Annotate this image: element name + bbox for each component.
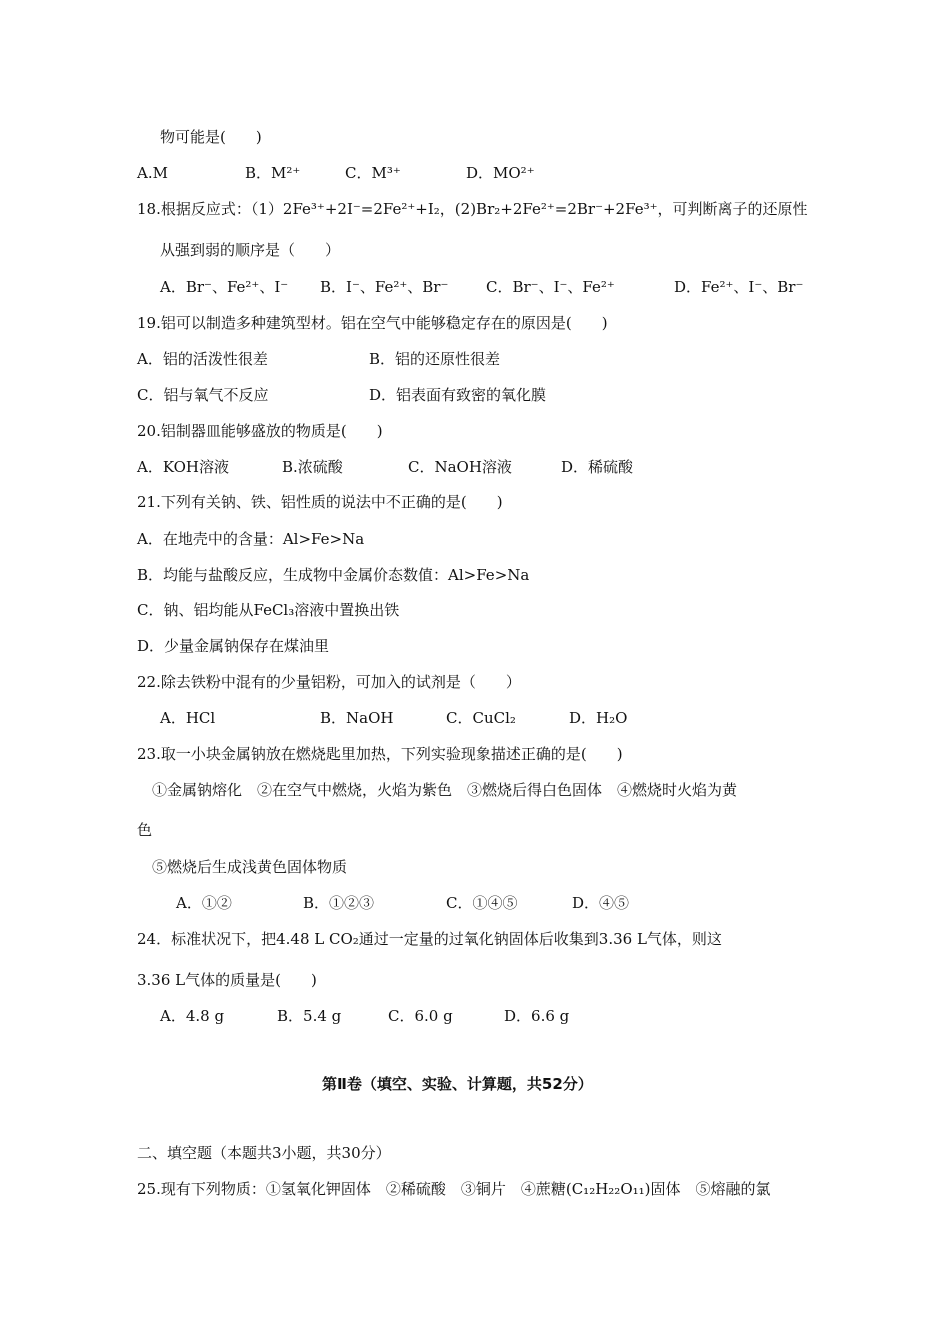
q24-option-d: D．6.6 g [504,1007,570,1025]
q22-option-b: B．NaOH [320,709,394,727]
q21-option-a: A．在地壳中的含量：Al>Fe>Na [137,530,365,548]
q24-stem-cont: 3.36 L气体的质量是( ) [137,971,317,989]
q23-option-a: A．①② [176,894,232,912]
q18-option-d: D．Fe²⁺、I⁻、Br⁻ [674,278,804,296]
q24-option-a: A．4.8 g [160,1007,225,1025]
q17-stem-tail: 物可能是( ) [160,128,262,146]
q19-stem: 19.铝可以制造多种建筑型材。铝在空气中能够稳定存在的原因是( ) [137,314,608,332]
q22-option-d: D．H₂O [569,709,628,727]
q20-option-b: B.浓硫酸 [282,458,343,476]
q18-stem-cont: 从强到弱的顺序是（ ） [160,241,341,259]
q20-stem: 20.铝制器皿能够盛放的物质是( ) [137,422,383,440]
q19-option-b: B．铝的还原性很差 [369,350,501,368]
q17-option-b: B．M²⁺ [245,164,301,182]
q24-option-c: C．6.0 g [388,1007,453,1025]
q18-option-b: B．I⁻、Fe²⁺、Br⁻ [320,278,449,296]
q19-option-a: A．铝的活泼性很差 [137,350,268,368]
q23-statements-cont: 色 [137,821,153,839]
q23-statement-5: ⑤燃烧后生成浅黄色固体物质 [152,858,348,876]
q17-option-d: D．MO²⁺ [466,164,535,182]
q21-stem: 21.下列有关钠、铁、铝性质的说法中不正确的是( ) [137,493,503,511]
q22-stem: 22.除去铁粉中混有的少量铝粉，可加入的试剂是（ ） [137,673,521,691]
q20-option-d: D．稀硫酸 [561,458,634,476]
q24-option-b: B．5.4 g [277,1007,342,1025]
q17-option-c: C．M³⁺ [345,164,401,182]
q21-option-b: B．均能与盐酸反应，生成物中金属价态数值：Al>Fe>Na [137,566,530,584]
q18-stem: 18.根据反应式：（1）2Fe³⁺+2I⁻=2Fe²⁺+I₂，(2)Br₂+2Fe²⁺=2Br⁻+2Fe³⁺，可判断离子的还原性 [137,200,808,218]
q25-stem: 25.现有下列物质：①氢氧化钾固体 ②稀硫酸 ③铜片 ④蔗糖(C₁₂H₂₂O₁₁)固体 ⑤熔融的氯 [137,1180,771,1198]
q18-option-c: C．Br⁻、I⁻、Fe²⁺ [486,278,615,296]
q20-option-a: A．KOH溶液 [137,458,230,476]
q23-stem: 23.取一小块金属钠放在燃烧匙里加热，下列实验现象描述正确的是( ) [137,745,623,763]
q17-option-a: A.M [137,164,168,182]
q19-option-d: D．铝表面有致密的氧化膜 [369,386,547,404]
q23-option-c: C．①④⑤ [446,894,518,912]
q23-option-d: D．④⑤ [572,894,630,912]
q24-stem: 24．标准状况下，把4.48 L CO₂通过一定量的过氧化钠固体后收集到3.36 L气体，则这 [137,930,722,948]
q23-option-b: B．①②③ [303,894,375,912]
q21-option-c: C．钠、铝均能从FeCl₃溶液中置换出铁 [137,601,400,619]
part-2-heading: 二、填空题（本题共3小题，共30分） [137,1144,391,1162]
q22-option-a: A．HCl [160,709,216,727]
q20-option-c: C．NaOH溶液 [408,458,512,476]
q19-option-c: C．铝与氧气不反应 [137,386,269,404]
section-2-title: 第Ⅱ卷（填空、实验、计算题，共52分） [322,1075,593,1093]
q21-option-d: D．少量金属钠保存在煤油里 [137,637,330,655]
q18-option-a: A．Br⁻、Fe²⁺、I⁻ [160,278,289,296]
q23-statements: ①金属钠熔化 ②在空气中燃烧，火焰为紫色 ③燃烧后得白色固体 ④燃烧时火焰为黄 [152,781,738,799]
q22-option-c: C．CuCl₂ [446,709,516,727]
